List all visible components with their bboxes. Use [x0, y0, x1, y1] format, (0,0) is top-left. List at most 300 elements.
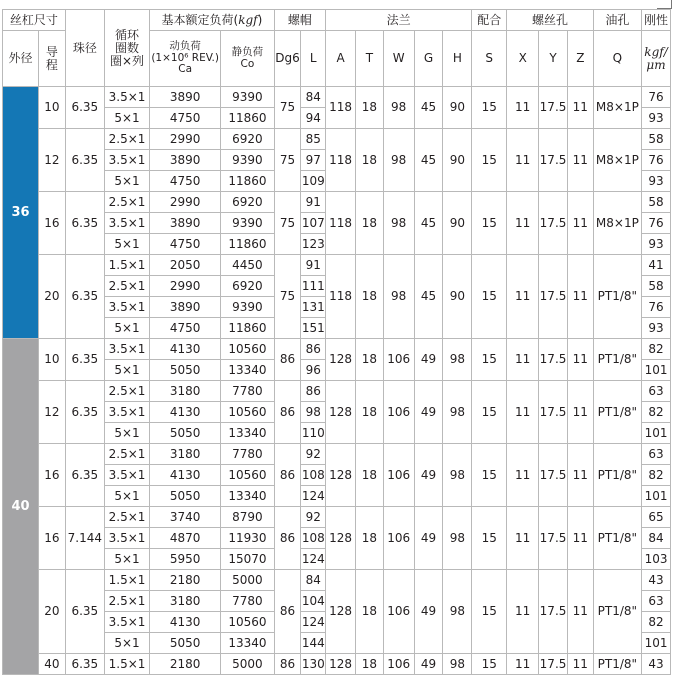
- h-cell: 98: [443, 339, 472, 381]
- s-cell: 15: [472, 381, 507, 444]
- l-cell: 110: [301, 423, 326, 444]
- rigidity-cell: 76: [642, 213, 671, 234]
- l-header: L: [301, 31, 326, 87]
- static-load-cell: 10560: [221, 402, 275, 423]
- h-cell: 90: [443, 192, 472, 255]
- y-cell: 17.5: [539, 570, 568, 654]
- q-cell: PT1/8": [593, 654, 641, 675]
- circuits-cell: 2.5×1: [104, 381, 149, 402]
- a-cell: 128: [326, 654, 356, 675]
- l-cell: 104: [301, 591, 326, 612]
- static-load-cell: 13340: [221, 423, 275, 444]
- t-cell: 18: [355, 570, 383, 654]
- static-load-cell: 6920: [221, 276, 275, 297]
- x-cell: 11: [507, 87, 539, 129]
- y-cell: 17.5: [539, 444, 568, 507]
- ball-dia-cell: 6.35: [65, 381, 104, 444]
- z-cell: 11: [567, 87, 593, 129]
- rigidity-unit-top: kgf/: [644, 44, 668, 59]
- z-header: Z: [567, 31, 593, 87]
- load-rating-unit: kgf: [238, 12, 258, 27]
- lead-cell: 20: [39, 570, 66, 654]
- dynamic-load-cell: 5950: [150, 549, 221, 570]
- circuits-cell: 3.5×1: [104, 465, 149, 486]
- rigidity-cell: 93: [642, 234, 671, 255]
- static-load-cell: 11930: [221, 528, 275, 549]
- table-row: [3, 192, 671, 213]
- t-cell: 18: [355, 654, 383, 675]
- outer-dia-header: 外径: [3, 31, 39, 87]
- outer-diameter-cell: 36: [3, 87, 39, 339]
- a-cell: 118: [326, 87, 356, 129]
- rigidity-cell: 101: [642, 633, 671, 654]
- g-cell: 49: [414, 507, 443, 570]
- circuits-cell: 3.5×1: [104, 87, 149, 108]
- z-cell: 11: [567, 255, 593, 339]
- dynamic-load-cell: 3740: [150, 507, 221, 528]
- w-cell: 98: [383, 129, 414, 192]
- w-cell: 98: [383, 192, 414, 255]
- h-cell: 90: [443, 87, 472, 129]
- dynamic-load-cell: 5050: [150, 633, 221, 654]
- w-cell: 106: [383, 570, 414, 654]
- static-load-cell: 15070: [221, 549, 275, 570]
- table-row: [3, 654, 671, 675]
- lead-cell: 10: [39, 339, 66, 381]
- y-cell: 17.5: [539, 255, 568, 339]
- circuits-cell: 2.5×1: [104, 129, 149, 150]
- w-header: W: [383, 31, 414, 87]
- t-cell: 18: [355, 339, 383, 381]
- outer-diameter-cell: 40: [3, 339, 39, 675]
- dynamic-load-cell: 4750: [150, 108, 221, 129]
- static-load-cell: 7780: [221, 444, 275, 465]
- l-cell: 84: [301, 570, 326, 591]
- bolt-hole-header: 螺丝孔: [507, 10, 593, 31]
- l-cell: 130: [301, 654, 326, 675]
- q-cell: PT1/8": [593, 255, 641, 339]
- z-cell: 11: [567, 339, 593, 381]
- q-cell: M8×1P: [593, 192, 641, 255]
- t-cell: 18: [355, 87, 383, 129]
- y-cell: 17.5: [539, 192, 568, 255]
- a-cell: 118: [326, 129, 356, 192]
- dg6-cell: 86: [274, 570, 301, 654]
- s-header: S: [472, 31, 507, 87]
- g-cell: 49: [414, 381, 443, 444]
- circuits-cell: 5×1: [104, 486, 149, 507]
- dynamic-load-cell: 3890: [150, 150, 221, 171]
- a-cell: 128: [326, 570, 356, 654]
- rigidity-cell: 63: [642, 444, 671, 465]
- s-cell: 15: [472, 570, 507, 654]
- q-cell: PT1/8": [593, 339, 641, 381]
- table-row: [3, 129, 671, 150]
- l-cell: 124: [301, 486, 326, 507]
- l-cell: 92: [301, 507, 326, 528]
- t-cell: 18: [355, 192, 383, 255]
- circuits-cell: 5×1: [104, 423, 149, 444]
- circuits-cell: 3.5×1: [104, 402, 149, 423]
- circuits-cell: 2.5×1: [104, 276, 149, 297]
- g-cell: 49: [414, 654, 443, 675]
- static-load-cell: 9390: [221, 87, 275, 108]
- q-cell: PT1/8": [593, 507, 641, 570]
- dg6-cell: 86: [274, 381, 301, 444]
- rigidity-unit-header: [642, 31, 671, 87]
- lead-cell: 40: [39, 654, 66, 675]
- static-load-line1: 静负荷: [231, 46, 264, 58]
- ball-dia-header: 珠径: [65, 10, 104, 87]
- static-load-cell: 11860: [221, 318, 275, 339]
- a-cell: 128: [326, 507, 356, 570]
- dynamic-load-cell: 2990: [150, 276, 221, 297]
- q-cell: PT1/8": [593, 381, 641, 444]
- flange-header: 法兰: [326, 10, 472, 31]
- static-load-cell: 11860: [221, 171, 275, 192]
- dynamic-load-cell: 5050: [150, 423, 221, 444]
- dynamic-load-cell: 5050: [150, 486, 221, 507]
- w-cell: 106: [383, 339, 414, 381]
- dynamic-load-cell: 4870: [150, 528, 221, 549]
- s-cell: 15: [472, 192, 507, 255]
- ball-dia-cell: 7.144: [65, 507, 104, 570]
- x-cell: 11: [507, 507, 539, 570]
- rigidity-cell: 58: [642, 276, 671, 297]
- s-cell: 15: [472, 339, 507, 381]
- a-cell: 118: [326, 192, 356, 255]
- circuits-cell: 5×1: [104, 549, 149, 570]
- w-cell: 98: [383, 87, 414, 129]
- dynamic-load-cell: 2050: [150, 255, 221, 276]
- w-cell: 106: [383, 654, 414, 675]
- lead-header-text: 导 程: [45, 44, 58, 72]
- dynamic-load-cell: 3180: [150, 444, 221, 465]
- l-cell: 91: [301, 192, 326, 213]
- h-cell: 98: [443, 570, 472, 654]
- l-cell: 108: [301, 465, 326, 486]
- ball-dia-cell: 6.35: [65, 255, 104, 339]
- dynamic-load-cell: 4130: [150, 339, 221, 360]
- q-cell: PT1/8": [593, 570, 641, 654]
- oil-hole-header: 油孔: [593, 10, 641, 31]
- rigidity-header: 刚性: [642, 10, 671, 31]
- s-cell: 15: [472, 255, 507, 339]
- g-cell: 49: [414, 570, 443, 654]
- table-row: [3, 87, 671, 108]
- g-cell: 45: [414, 255, 443, 339]
- circuits-cell: 3.5×1: [104, 612, 149, 633]
- dynamic-load-cell: 4130: [150, 612, 221, 633]
- x-cell: 11: [507, 570, 539, 654]
- lead-cell: 20: [39, 255, 66, 339]
- x-cell: 11: [507, 444, 539, 507]
- dg6-cell: 75: [274, 255, 301, 339]
- static-load-cell: 6920: [221, 129, 275, 150]
- l-cell: 84: [301, 87, 326, 108]
- rigidity-cell: 41: [642, 255, 671, 276]
- s-cell: 15: [472, 87, 507, 129]
- circuits-header: [104, 10, 149, 87]
- ball-dia-cell: 6.35: [65, 444, 104, 507]
- nut-header: 螺帽: [274, 10, 325, 31]
- z-cell: 11: [567, 570, 593, 654]
- dynamic-load-line1: 动负荷: [169, 40, 201, 53]
- s-cell: 15: [472, 507, 507, 570]
- circuits-cell: 2.5×1: [104, 591, 149, 612]
- static-load-cell: 13340: [221, 633, 275, 654]
- a-cell: 128: [326, 381, 356, 444]
- circuits-cell: 5×1: [104, 171, 149, 192]
- circuits-cell: 3.5×1: [104, 339, 149, 360]
- table-row: [3, 255, 671, 276]
- load-rating-prefix: 基本额定负荷(: [161, 12, 239, 27]
- l-cell: 151: [301, 318, 326, 339]
- dynamic-load-cell: 5050: [150, 360, 221, 381]
- x-cell: 11: [507, 381, 539, 444]
- x-header: X: [507, 31, 539, 87]
- lead-cell: 16: [39, 444, 66, 507]
- table-row: [3, 339, 671, 360]
- rigidity-cell: 82: [642, 402, 671, 423]
- circuits-cell: 3.5×1: [104, 150, 149, 171]
- s-cell: 15: [472, 654, 507, 675]
- static-load-cell: 5000: [221, 570, 275, 591]
- dynamic-load-cell: 2180: [150, 570, 221, 591]
- static-load-cell: 9390: [221, 213, 275, 234]
- static-load-cell: 4450: [221, 255, 275, 276]
- t-cell: 18: [355, 444, 383, 507]
- t-header: T: [355, 31, 383, 87]
- static-load-cell: 10560: [221, 612, 275, 633]
- dynamic-load-cell: 2180: [150, 654, 221, 675]
- rigidity-cell: 43: [642, 570, 671, 591]
- l-cell: 91: [301, 255, 326, 276]
- g-cell: 45: [414, 192, 443, 255]
- static-load-cell: 6920: [221, 192, 275, 213]
- rigidity-cell: 93: [642, 171, 671, 192]
- rigidity-cell: 82: [642, 612, 671, 633]
- l-cell: 124: [301, 549, 326, 570]
- l-cell: 97: [301, 150, 326, 171]
- t-cell: 18: [355, 381, 383, 444]
- y-header: Y: [539, 31, 568, 87]
- table-row: [3, 570, 671, 591]
- l-cell: 109: [301, 171, 326, 192]
- static-load-cell: 7780: [221, 381, 275, 402]
- circuits-cell: 2.5×1: [104, 444, 149, 465]
- lead-cell: 16: [39, 507, 66, 570]
- y-cell: 17.5: [539, 87, 568, 129]
- rigidity-cell: 65: [642, 507, 671, 528]
- ball-dia-cell: 6.35: [65, 192, 104, 255]
- circuits-cell: 2.5×1: [104, 507, 149, 528]
- a-cell: 118: [326, 255, 356, 339]
- static-load-line2: Co: [240, 57, 255, 70]
- x-cell: 11: [507, 255, 539, 339]
- static-load-cell: 13340: [221, 360, 275, 381]
- static-load-cell: 10560: [221, 465, 275, 486]
- dynamic-load-cell: 3890: [150, 87, 221, 108]
- l-cell: 86: [301, 381, 326, 402]
- rigidity-cell: 63: [642, 381, 671, 402]
- circuits-cell: 3.5×1: [104, 297, 149, 318]
- circuits-cell: 5×1: [104, 318, 149, 339]
- l-cell: 86: [301, 339, 326, 360]
- rigidity-cell: 101: [642, 360, 671, 381]
- dynamic-load-cell: 3890: [150, 297, 221, 318]
- l-cell: 144: [301, 633, 326, 654]
- t-cell: 18: [355, 507, 383, 570]
- dynamic-load-cell: 4750: [150, 318, 221, 339]
- static-load-cell: 13340: [221, 486, 275, 507]
- circuits-header-line1: 循环: [115, 27, 140, 42]
- circuits-cell: 1.5×1: [104, 654, 149, 675]
- dynamic-load-line2: (1×10⁶ REV.): [151, 51, 219, 64]
- ball-dia-cell: 6.35: [65, 654, 104, 675]
- h-cell: 98: [443, 507, 472, 570]
- z-cell: 11: [567, 444, 593, 507]
- l-cell: 107: [301, 213, 326, 234]
- rigidity-cell: 93: [642, 318, 671, 339]
- rigidity-cell: 76: [642, 297, 671, 318]
- static-load-header: [221, 31, 275, 87]
- dg6-cell: 86: [274, 654, 301, 675]
- dynamic-load-cell: 4130: [150, 465, 221, 486]
- circuits-cell: 3.5×1: [104, 213, 149, 234]
- table-row: [3, 444, 671, 465]
- g-cell: 45: [414, 87, 443, 129]
- dg6-cell: 75: [274, 87, 301, 129]
- z-cell: 11: [567, 129, 593, 192]
- l-cell: 124: [301, 612, 326, 633]
- rigidity-cell: 63: [642, 591, 671, 612]
- h-cell: 98: [443, 381, 472, 444]
- g-cell: 49: [414, 444, 443, 507]
- l-cell: 98: [301, 402, 326, 423]
- h-cell: 98: [443, 444, 472, 507]
- circuits-cell: 3.5×1: [104, 528, 149, 549]
- rigidity-cell: 82: [642, 465, 671, 486]
- g-header: G: [414, 31, 443, 87]
- static-load-cell: 10560: [221, 339, 275, 360]
- page-corner-mark: [657, 0, 672, 9]
- static-load-cell: 11860: [221, 234, 275, 255]
- h-cell: 98: [443, 654, 472, 675]
- table-row: [3, 507, 671, 528]
- y-cell: 17.5: [539, 339, 568, 381]
- fit-header: 配合: [472, 10, 507, 31]
- dg6-cell: 86: [274, 507, 301, 570]
- screw-size-header: 丝杠尺寸: [3, 10, 66, 31]
- z-cell: 11: [567, 654, 593, 675]
- rigidity-cell: 103: [642, 549, 671, 570]
- q-cell: PT1/8": [593, 444, 641, 507]
- circuits-cell: 5×1: [104, 360, 149, 381]
- s-cell: 15: [472, 444, 507, 507]
- static-load-cell: 5000: [221, 654, 275, 675]
- table-row: [3, 381, 671, 402]
- y-cell: 17.5: [539, 507, 568, 570]
- lead-cell: 12: [39, 129, 66, 192]
- ball-dia-cell: 6.35: [65, 339, 104, 381]
- s-cell: 15: [472, 129, 507, 192]
- l-cell: 131: [301, 297, 326, 318]
- x-cell: 11: [507, 129, 539, 192]
- rigidity-cell: 43: [642, 654, 671, 675]
- dynamic-load-cell: 4750: [150, 234, 221, 255]
- l-cell: 108: [301, 528, 326, 549]
- circuits-cell: 1.5×1: [104, 255, 149, 276]
- x-cell: 11: [507, 654, 539, 675]
- a-cell: 128: [326, 339, 356, 381]
- dg6-cell: 86: [274, 444, 301, 507]
- static-load-cell: 7780: [221, 591, 275, 612]
- rigidity-cell: 82: [642, 339, 671, 360]
- lead-header: [39, 31, 66, 87]
- l-cell: 94: [301, 108, 326, 129]
- circuits-cell: 5×1: [104, 633, 149, 654]
- t-cell: 18: [355, 129, 383, 192]
- static-load-cell: 8790: [221, 507, 275, 528]
- ball-dia-cell: 6.35: [65, 87, 104, 129]
- rigidity-cell: 76: [642, 87, 671, 108]
- x-cell: 11: [507, 339, 539, 381]
- l-cell: 111: [301, 276, 326, 297]
- dynamic-load-line3: Ca: [178, 63, 193, 76]
- q-cell: M8×1P: [593, 87, 641, 129]
- l-cell: 92: [301, 444, 326, 465]
- t-cell: 18: [355, 255, 383, 339]
- load-rating-suffix: ): [257, 12, 263, 27]
- q-header: Q: [593, 31, 641, 87]
- dg6-cell: 75: [274, 129, 301, 192]
- ball-dia-cell: 6.35: [65, 129, 104, 192]
- static-load-cell: 9390: [221, 150, 275, 171]
- dynamic-load-cell: 3890: [150, 213, 221, 234]
- a-cell: 128: [326, 444, 356, 507]
- l-cell: 96: [301, 360, 326, 381]
- lead-cell: 16: [39, 192, 66, 255]
- rigidity-cell: 101: [642, 486, 671, 507]
- l-cell: 85: [301, 129, 326, 150]
- lead-cell: 12: [39, 381, 66, 444]
- h-cell: 90: [443, 129, 472, 192]
- z-cell: 11: [567, 507, 593, 570]
- g-cell: 45: [414, 129, 443, 192]
- rigidity-cell: 58: [642, 192, 671, 213]
- dynamic-load-cell: 4750: [150, 171, 221, 192]
- ball-screw-spec-table: [2, 9, 671, 675]
- dynamic-load-cell: 4130: [150, 402, 221, 423]
- w-cell: 106: [383, 507, 414, 570]
- rigidity-cell: 84: [642, 528, 671, 549]
- l-cell: 123: [301, 234, 326, 255]
- w-cell: 106: [383, 444, 414, 507]
- dynamic-load-cell: 3180: [150, 591, 221, 612]
- h-cell: 90: [443, 255, 472, 339]
- x-cell: 11: [507, 192, 539, 255]
- circuits-cell: 2.5×1: [104, 192, 149, 213]
- rigidity-cell: 58: [642, 129, 671, 150]
- dg6-cell: 86: [274, 339, 301, 381]
- h-header: H: [443, 31, 472, 87]
- rigidity-unit-bottom: μm: [646, 57, 666, 72]
- w-cell: 98: [383, 255, 414, 339]
- w-cell: 106: [383, 381, 414, 444]
- table-body: [3, 87, 671, 675]
- table-header: [3, 10, 671, 87]
